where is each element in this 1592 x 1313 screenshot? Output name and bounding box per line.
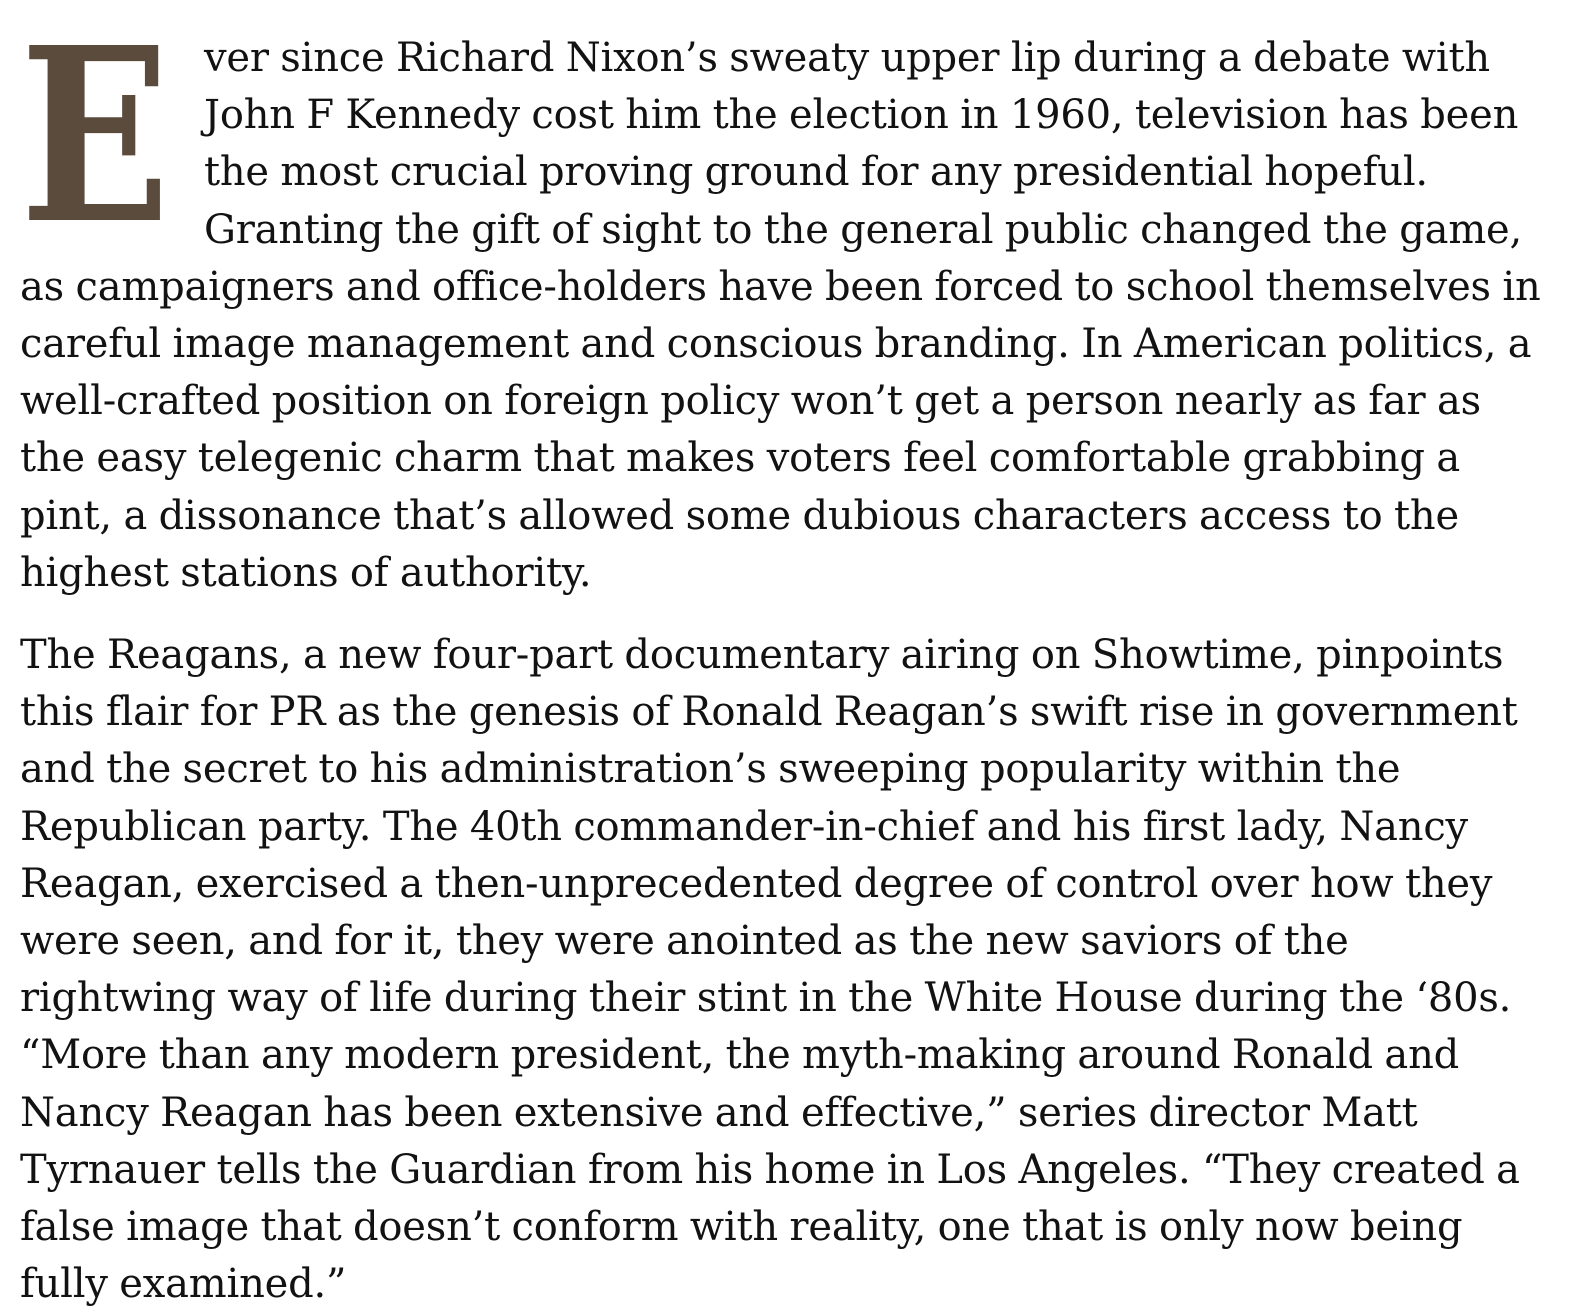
drop-cap-letter: E <box>20 0 171 277</box>
paragraph-1-text: ver since Richard Nixon’s sweaty upper lip during a debate with John F Kennedy cost him the election in 1960, television has been the most crucial proving ground for any presidential hopeful. Granting the gift of sight to the general public changed the game, as campaigners and office-holders have been forced to school themselves in careful image management and conscious branding. In American politics, a well-crafted position on foreign policy won’t get a person nearly as far as the easy telegenic charm that makes voters feel comfortable grabbing a pint, a dissonance that’s allowed some dubious characters access to the highest stations of authority. <box>20 35 1541 596</box>
paragraph-2: The Reagans, a new four-part documentary airing on Showtime, pinpoints this flair for PR as the genesis of Ronald Reagan’s swift rise in government and the secret to his administration’s sweeping popularity within the Republican party. The 40th commander-in-chief and his first lady, Nancy Reagan, exercised a then-unprecedented degree of control over how they were seen, and for it, they were anointed as the new saviors of the rightwing way of life during their stint in the White House during the ‘80s. “More than any modern president, the myth-making around Ronald and Nancy Reagan has been extensive and effective,” series director Matt Tyrnauer tells the Guardian from his home in Los Angeles. “They created a false image that doesn’t conform with reality, one that is only now being fully examined.” <box>20 632 1520 1308</box>
paragraph-1 <box>20 0 1554 602</box>
